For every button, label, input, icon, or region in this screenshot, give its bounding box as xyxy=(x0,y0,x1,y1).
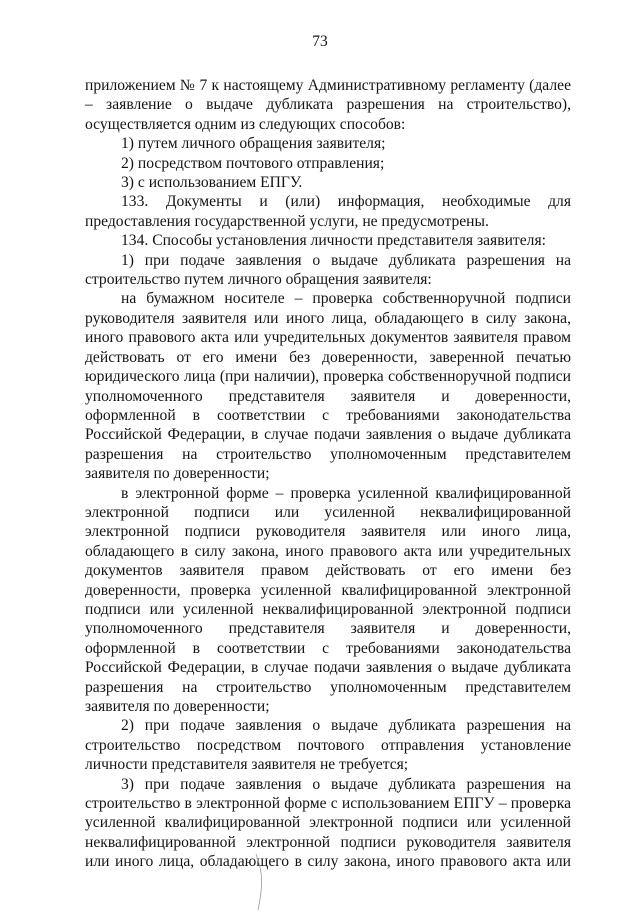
list-item-method-3: 3) с использованием ЕПГУ. xyxy=(121,174,303,192)
paragraph-134: 134. Способы установления личности представителя заявителя: xyxy=(121,232,546,250)
list-item-method-2: 2) посредством почтового отправления; xyxy=(121,154,385,172)
page-number: 73 xyxy=(312,33,328,50)
paragraph-continuation: приложением № 7 к настоящему Административному регламенту (далее – заявление о выдаче дубликата разрешения на строительство), осуществляется одним из следующих способов: xyxy=(85,77,571,133)
paragraph-133: 133. Документы и (или) информация, необходимые для предоставления государственной услуги, не предусмотрены. xyxy=(85,193,571,230)
paragraph-134-item-1: 1) при подаче заявления о выдаче дубликата разрешения на строительство путем личного обращения заявителя: xyxy=(85,251,571,289)
paragraph-134-item-3: 3) при подаче заявления о выдаче дубликата разрешения на строительство в электронной форме с использованием ЕПГУ – проверка усиленной квалифицированной электронной подписи или усиленной неквалифицированной электронной подписи руководителя заявителя или иного лица, обладающего в силу закона, иного правового акта или xyxy=(85,775,571,871)
list-item-method-1: 1) путем личного обращения заявителя; xyxy=(121,135,386,153)
paragraph-paper-form: на бумажном носителе – проверка собственноручной подписи руководителя заявителя или иного лица, обладающего в силу закона, иного правового акта или учредительных документов заявителя правом действовать от его имени без доверенности, заверенной печатью юридического лица (при наличии), проверка собственноручной подписи уполномоченного представителя заявителя и доверенности, оформленной в соответствии с требованиями законодательства Российской Федерации, в случае подачи заявления о выдаче дубликата разрешения на строительство уполномоченным представителем заявителя по доверенности; xyxy=(85,290,571,483)
document-body xyxy=(85,76,571,872)
pen-stroke-mark xyxy=(252,852,270,912)
paragraph-134-item-2: 2) при подаче заявления о выдаче дубликата разрешения на строительство посредством почтового отправления установление личности представителя заявителя не требуется; xyxy=(85,717,571,774)
paragraph-electronic-form: в электронной форме – проверка усиленной квалифицированной электронной подписи или усиленной неквалифицированной электронной подписи руководителя заявителя или иного лица, обладающего в силу закона, иного правового акта или учредительных документов заявителя правом действовать от его имени без доверенности, проверка усиленной квалифицированной электронной подписи или усиленной неквалифицированной электронной подписи уполномоченного представителя заявителя и доверенности, оформленной в соответствии с требованиями законодательства Российской Федерации, в случае подачи заявления о выдаче дубликата разрешения на строительство уполномоченным представителем заявителя по доверенности; xyxy=(85,484,571,715)
